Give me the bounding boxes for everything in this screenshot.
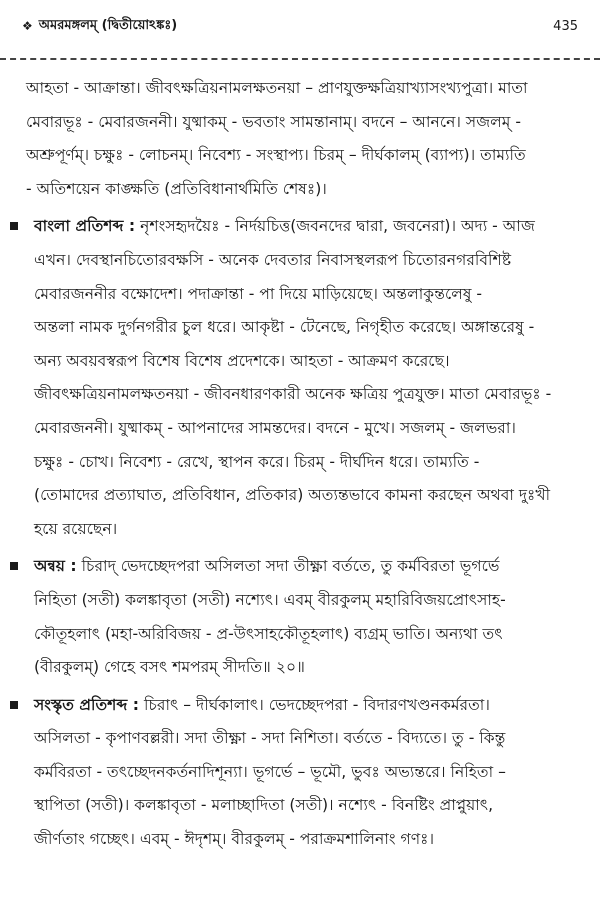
- text-line: অশ্রুপূর্ণম্। চক্ষুঃ - লোচনম্। নিবেশ্য - সংস্থাপ্য। চিরম্ – দীর্ঘকালম্ (ব্যাপ্য)। তাম্যতি: [26, 146, 526, 165]
- text-line: চিরাৎ – দীর্ঘকালাৎ। ভেদচ্ছেদপরা - বিদারণখণ্ডনকর্মরতা।: [139, 695, 490, 714]
- text-line: আহতা - আক্রান্তা। জীবৎক্ষত্রিয়নামলক্ষতনয়া – প্রাণযুক্তক্ষত্রিয়াখ্যাসংখ্যপুত্রা। মাতা: [26, 79, 528, 97]
- text-line: অন্তলা নামক দুর্গনগরীর চুল ধরে। আকৃষ্টা - টেনেছে, নিগৃহীত করেছে। অঙ্গান্তরেষু -: [34, 318, 535, 337]
- text-line: হয়ে রয়েছেন।: [34, 519, 118, 538]
- section-bangla-synonyms: [26, 210, 578, 546]
- section-label: বাংলা প্রতিশব্দ :: [34, 217, 136, 236]
- bullet-icon: [10, 701, 18, 709]
- text-line: নিহিতা (সতী) কলঙ্কাবৃতা (সতী) নশ্যেৎ। এবম্ বীরকুলম্ মহারিবিজয়প্রোৎসাহ-: [34, 590, 506, 609]
- text-line: অন্য অবয়বস্বরূপ বিশেষ বিশেষ প্রদেশকে। আহতা - আক্রমণ করেছে।: [34, 351, 450, 370]
- page-body: [26, 72, 578, 857]
- text-line: মেবারজননী। যুষ্মাকম্ - আপনাদের সামন্তদের। বদনে - মুখে। সজলম্ - জলভরা।: [34, 418, 516, 437]
- text-line: নৃশংসহৃদয়ৈঃ - নির্দয়চিত্ত(জবনদের দ্বারা, জবনেরা)। অদ্য - আজ: [135, 217, 535, 236]
- text-line: কৌতূহলাৎ (মহা-অরিবিজয় - প্র-উৎসাহকৌতূহলাৎ) ব্যগ্রম্ ভাতি। অন্যথা তৎ: [34, 624, 503, 643]
- text-line: মেবারজননীর বক্ষোদেশ। পদাক্রান্তা - পা দিয়ে মাড়িয়েছে। অন্তলাকুন্তলেষু -: [34, 284, 483, 303]
- text-line: এখন। দেবস্থানচিতোরবক্ষসি - অনেক দেবতার নিবাসস্থলরূপ চিতোরনগরবিশিষ্ট: [34, 250, 512, 269]
- text-line: মেবারভূঃ - মেবারজননী। যুষ্মাকম্ - ভবতাং সামন্তানাম্। বদনে – আননে। সজলম্ -: [26, 112, 522, 131]
- text-line: - অতিশয়েন কাঙ্ক্ষতি (প্রতিবিধানার্থমিতি শেষঃ)।: [26, 179, 327, 198]
- bullet-icon: [10, 562, 18, 570]
- bullet-icon: [10, 222, 18, 230]
- chapter-title: অমরমঙ্গলম্ (দ্বিতীয়োঽঙ্কঃ): [38, 17, 178, 33]
- ornament-icon: ❖: [22, 19, 33, 33]
- header-divider: [0, 58, 600, 60]
- text-line: জীবৎক্ষত্রিয়নামলক্ষতনয়া - জীবনধারণকারী অনেক ক্ষত্রিয় পুত্রযুক্ত। মাতা মেবারভূঃ -: [34, 385, 552, 404]
- text-line: অসিলতা - কৃপাণবল্লরী। সদা তীক্ষ্ণা - সদা নিশিতা। বর্ততে - বিদ্যতে। তু - কিন্তু: [34, 729, 506, 748]
- intro-paragraph: [26, 72, 578, 206]
- text-line: কর্মবিরতা - তৎচ্ছেদনকর্তনাদিশূন্যা। ভূগর্ভে – ভূমৌ, ভুবঃ অভ্যন্তরে। নিহিতা –: [34, 762, 506, 781]
- text-line: চক্ষুঃ - চোখ। নিবেশ্য - রেখে, স্থাপন করে। চিরম্ - দীর্ঘদিন ধরে। তাম্যতি -: [34, 452, 480, 471]
- text-line: (তোমাদের প্রত্যাঘাত, প্রতিবিধান, প্রতিকার) অত্যন্তভাবে কামনা করছেন অথবা দুঃখী: [34, 486, 551, 505]
- section-label: সংস্কৃত প্রতিশব্দ :: [34, 695, 140, 714]
- section-anvaya: [26, 550, 578, 684]
- text-line: স্থাপিতা (সতী)। কলঙ্কাবৃতা - মলাচ্ছাদিতা (সতী)। নশ্যেৎ - বিনষ্টিং প্রাপ্নুয়াৎ,: [34, 796, 494, 815]
- section-label: অন্বয় :: [34, 557, 77, 576]
- text-line: চিরাদ্ ভেদচ্ছেদপরা অসিলতা সদা তীক্ষ্ণা বর্ততে, তু কর্মবিরতা ভূগর্ভে: [76, 557, 500, 576]
- page-header: [22, 14, 578, 38]
- running-title: [22, 16, 177, 37]
- page-number: 435: [553, 18, 578, 34]
- text-line: জীর্ণতাং গচ্ছেৎ। এবম্ - ঈদৃশম্। বীরকুলম্ - পরাক্রমশালিনাং গণঃ।: [34, 830, 435, 849]
- text-line: (বীরকুলম্) গেহে বসৎ শমপরম্ সীদতি॥ ২০॥: [34, 658, 305, 677]
- section-sanskrit-synonyms: [26, 689, 578, 857]
